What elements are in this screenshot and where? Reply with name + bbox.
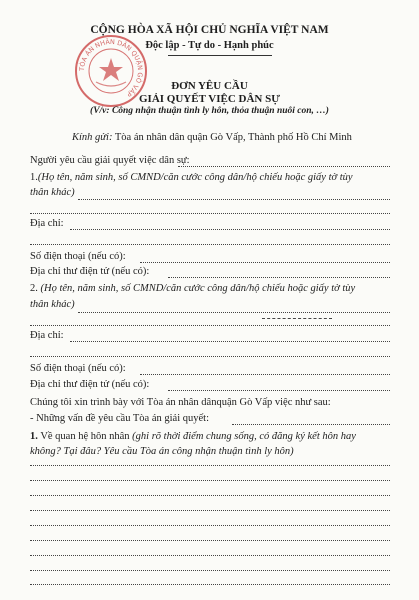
requesters-heading: Người yêu cầu giải quyết việc dân sự: [30, 155, 190, 166]
answer-line[interactable] [30, 525, 390, 526]
answer-line[interactable] [30, 480, 390, 481]
person1-desc [30, 172, 353, 183]
person2-address-line2[interactable] [30, 356, 390, 357]
person1-number: 1. [30, 172, 38, 183]
person1-phone-label: Số điện thoại (nếu có): [30, 251, 126, 262]
question1-cont [30, 446, 294, 457]
answer-line[interactable] [30, 465, 390, 466]
question1-hint-line1: (ghi rõ thời điểm chung sống, có đăng ký kết hôn hay [132, 431, 356, 442]
person1-extra-line[interactable] [30, 213, 390, 214]
person1-address-line2[interactable] [30, 244, 390, 245]
person1-desc-line[interactable] [78, 199, 390, 200]
person2-phone-line[interactable] [140, 374, 390, 375]
form-subject: (V/v: Công nhận thuận tình ly hôn, thỏa thuận nuôi con, …) [90, 106, 329, 116]
question1-hint-line2: không? Tại đâu? Yêu cầu Tòa án công nhận thuận tình ly hôn) [30, 446, 294, 457]
addressee-value: Tòa án nhân dân quận Gò Vấp, Thành phố Hồ Chí Minh [114, 132, 352, 143]
intro-text: Chúng tôi xin trình bày với Tòa án nhân dânquận Gò Vấp việc như sau: [30, 397, 331, 408]
person2-desc [30, 283, 355, 294]
answer-line[interactable] [30, 510, 390, 511]
addressee-label: Kính gửi: [72, 132, 113, 143]
addressee [72, 132, 352, 143]
person2-phone-label: Số điện thoại (nếu có): [30, 363, 126, 374]
issues-heading-line[interactable] [232, 424, 390, 425]
person2-email-label: Địa chỉ thư điện tử (nếu có): [30, 379, 150, 390]
person2-number: 2. [30, 283, 38, 294]
person1-desc-line1: (Họ tên, năm sinh, số CMND/căn cước công dân/hộ chiếu hoặc giấy tờ tùy [37, 172, 353, 183]
person1-phone-line[interactable] [140, 262, 390, 263]
form-subtitle: GIẢI QUYẾT VIỆC DÂN SỰ [139, 93, 280, 105]
person2-desc-line1: (Họ tên, năm sinh, số CMND/căn cước công dân/hộ chiếu hoặc giấy tờ tùy [40, 283, 356, 294]
requesters-heading-line[interactable] [178, 166, 390, 167]
motto: Độc lập - Tự do - Hạnh phúc [145, 40, 274, 51]
person2-email-line[interactable] [168, 390, 390, 391]
answer-line[interactable] [30, 540, 390, 541]
person2-desc-line2: thân khác) [30, 299, 75, 310]
person1-address-line[interactable] [70, 229, 390, 230]
person1-email-label: Địa chỉ thư điện tử (nếu có): [30, 266, 150, 277]
form-title: ĐƠN YÊU CẦU [171, 80, 248, 92]
person2-address-line[interactable] [70, 341, 390, 342]
question1-number: 1. [30, 431, 38, 442]
question1-label: Về quan hệ hôn nhân [40, 431, 130, 442]
question1 [30, 431, 356, 442]
answer-line[interactable] [30, 555, 390, 556]
person1-address-label: Địa chỉ: [30, 218, 64, 229]
answer-line[interactable] [30, 495, 390, 496]
person2-desc-line[interactable] [78, 312, 390, 313]
seal-text: TÒA ÁN NHÂN DÂN QUẬN GÒ VẤP [77, 37, 145, 99]
person2-address-label: Địa chỉ: [30, 330, 64, 341]
person1-email-line[interactable] [168, 277, 390, 278]
motto-underline [168, 55, 272, 56]
issues-heading: - Những vấn đề yêu cầu Tòa án giải quyết: [30, 413, 209, 424]
person1-desc-cont [30, 187, 75, 198]
separator-dash [262, 318, 332, 319]
country-header: CỘNG HÒA XÃ HỘI CHỦ NGHĨA VIỆT NAM [90, 24, 329, 36]
person1-desc-line2: thân khác) [30, 187, 75, 198]
person2-extra-line[interactable] [30, 325, 390, 326]
answer-line[interactable] [30, 584, 390, 585]
person2-desc-cont [30, 299, 75, 310]
answer-line[interactable] [30, 570, 390, 571]
